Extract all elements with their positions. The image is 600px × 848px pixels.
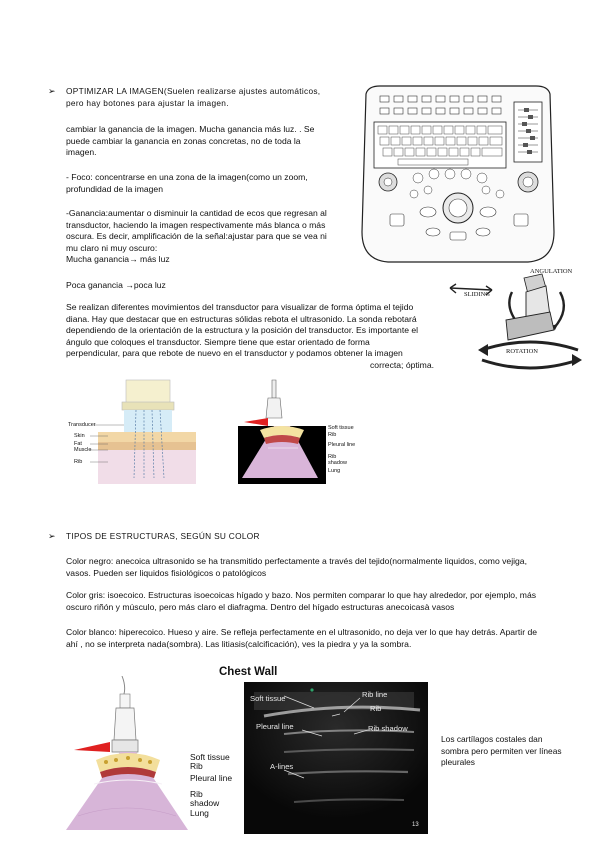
focus-line: profundidad de la imagen: [66, 183, 163, 194]
fan-label: Pleural line: [328, 442, 356, 448]
bottom-fan-label: Soft tissue: [190, 752, 230, 762]
gain-line: imagen.: [66, 147, 97, 158]
gris-line: oscuro riñón y músculo, pero más claro el diafragma. Dentro del hígado estructuras anecoicasà vasos: [66, 601, 455, 612]
focus-paragraph: [66, 172, 356, 195]
bottom-fan-label: Rib: [190, 761, 203, 771]
ganancia-line: transductor, haciendo la imagen respectivamente más blanca o más: [66, 219, 326, 230]
angulation-label: ANGULATION: [530, 268, 573, 275]
negro-line: vasos. Pueden ser liquidos fisiológicos o patológicos: [66, 567, 267, 578]
gris-line: Color gris: isoecoico. Estructuras isoecoicas hígado y bazo. Nos permiten comparar lo que hay alrededor, por ejemplo, más: [66, 590, 537, 600]
us-label: Rib shadow: [368, 724, 408, 733]
section1-heading-line1: OPTIMIZAR LA IMAGEN(Suelen realizarse ajustes automáticos,: [66, 86, 321, 96]
bottom-fan-label: Lung: [190, 808, 209, 818]
color-gris-paragraph: [66, 590, 586, 613]
ganancia-line: mu claro ni muy oscuro:: [66, 242, 158, 253]
movement-line: dependiendo de la orientación de la estructura y la posición del transductor. Es importante el: [66, 325, 419, 336]
layer-label: Fat: [74, 441, 82, 447]
us-label: Rib: [370, 704, 382, 713]
fan-label: shadow: [328, 460, 347, 466]
gain-line: cambiar la ganancia de la imagen. Mucha ganancia más luz. . Se: [66, 124, 315, 134]
bottom-fan-label: shadow: [190, 798, 220, 808]
poca-ganancia-line: Poca ganancia →poca luz: [66, 280, 166, 290]
ganancia-line: oscura. Es decir, amplificación de la señal:ajustar para que se vea ni: [66, 231, 327, 242]
layer-label: Transducer: [68, 422, 96, 428]
ganancia-line: -Ganancia:aumentar o disminuir la cantidad de ecos que regresan al: [66, 208, 327, 218]
section1-heading: [66, 86, 356, 109]
bullet-icon: ➢: [48, 86, 56, 96]
focus-line: - Foco: concentrarse en una zona de la imagen(como un zoom,: [66, 172, 308, 182]
caption: [441, 734, 591, 769]
caption-line: Los cartílagos costales dan: [441, 734, 543, 744]
us-label: A-lines: [270, 762, 294, 771]
color-negro-paragraph: [66, 556, 586, 579]
movement-line: Se realizan diferentes movimientos del transductor para visualizar de forma óptima el tejido: [66, 302, 414, 312]
bottom-fan-label: Pleural line: [190, 773, 233, 783]
layer-label: Rib: [74, 459, 83, 465]
section2-heading: TIPOS DE ESTRUCTURAS, SEGÚN SU COLOR: [66, 531, 260, 541]
gain-line: puede cambiar la ganancia en zonas concretas, no de toda la: [66, 135, 301, 146]
gain-paragraph: [66, 124, 356, 159]
ganancia-paragraph: [66, 208, 361, 266]
probe-movement-diagram: [442, 268, 587, 378]
us-label: Rib line: [362, 690, 388, 699]
rotation-label: ROTATION: [506, 348, 538, 355]
us-label: Pleural line: [256, 722, 294, 731]
fan-label: Rib: [328, 454, 337, 460]
probe-fan-small-figure: [238, 378, 356, 484]
sliding-label: SLIDING: [464, 291, 490, 298]
blanco-line: ahí , no se interpreta nada(sombra). Las litiasis(calcificación), ves la piedra y ya la sombra.: [66, 638, 412, 649]
negro-line: Color negro: anecoica ultrasonido se ha transmitido perfectamente a través del tejido(normalmente liquidos, como vejiga,: [66, 556, 527, 566]
tissue-layers-figure: [68, 378, 198, 488]
fan-label: Rib: [328, 432, 337, 438]
bottom-fan-label: Rib: [190, 789, 203, 799]
bullet-icon: ➢: [48, 531, 56, 541]
movement-end: correcta; óptima.: [370, 360, 434, 370]
fan-label: Lung: [328, 468, 341, 474]
fan-label: Soft tissue: [328, 425, 354, 431]
color-blanco-paragraph: [66, 627, 591, 650]
chest-wall-ultrasound: [244, 682, 428, 834]
caption-line: sombra pero permiten ver líneas: [441, 745, 562, 756]
control-panel-illustration: [358, 82, 558, 267]
chest-wall-title: Chest Wall: [219, 666, 278, 678]
layer-label: Skin: [74, 433, 85, 439]
us-corner-number: 13: [412, 822, 419, 828]
caption-line: pleurales: [441, 757, 475, 768]
us-label: Soft tissue: [250, 694, 286, 703]
section1-heading-line2: pero hay botones para ajustar la imagen.: [66, 97, 229, 108]
blanco-line: Color blanco: hiperecoico. Hueso y aire. Se refleja perfectamente en el ultrasonido, no deja ver lo que hay detrás. Apartir de: [66, 627, 538, 637]
probe-fan-large-figure: [66, 676, 233, 836]
movement-line: perpendicular, para que rebote de nuevo en el transductor y podamos obtener la imagen: [66, 348, 403, 359]
movement-paragraph: [66, 302, 446, 360]
layer-label: Muscle: [74, 447, 92, 453]
movement-line: diana. Hay que destacar que en estructuras sólidas rebota el ultrasonido. La sonda rebotará: [66, 313, 417, 324]
ganancia-line: Mucha ganancia→ más luz: [66, 254, 170, 265]
movement-line: ángulo que coloques el transductor. Siempre tiene que estar orientado de forma: [66, 336, 370, 347]
